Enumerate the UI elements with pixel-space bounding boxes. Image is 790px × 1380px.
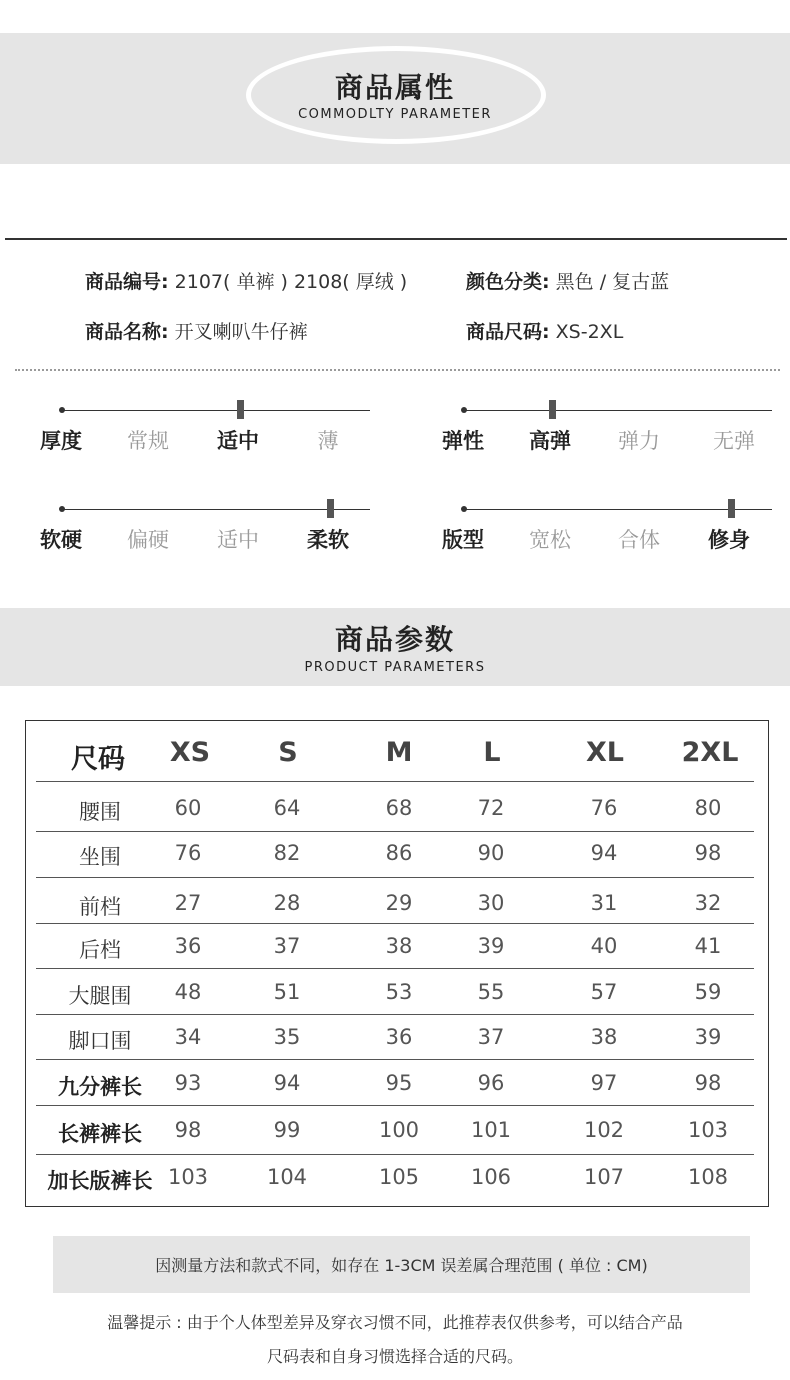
- attribute-option: 高弹: [529, 429, 571, 453]
- table-cell: 64: [273, 796, 301, 820]
- slider-track: [62, 509, 370, 510]
- divider-line: [5, 238, 787, 240]
- table-row-divider: [36, 781, 754, 782]
- attribute-option: 薄: [317, 429, 339, 453]
- table-cell: 95: [385, 1071, 413, 1095]
- size-header: L: [483, 737, 501, 768]
- table-cell: 35: [273, 1025, 301, 1049]
- table-row-divider: [36, 877, 754, 878]
- table-cell: 98: [174, 1118, 202, 1142]
- attribute-option: 偏硬: [127, 528, 169, 552]
- color-category-label: 颜色分类:: [466, 271, 550, 293]
- table-cell: 76: [590, 796, 618, 820]
- table-cell: 39: [694, 1025, 722, 1049]
- table-cell: 36: [385, 1025, 413, 1049]
- table-row-divider: [36, 831, 754, 832]
- table-cell: 93: [174, 1071, 202, 1095]
- slider-start-dot: [461, 506, 467, 512]
- attribute-name: 厚度: [40, 429, 82, 453]
- table-cell: 53: [385, 980, 413, 1004]
- table-row-label: 大腿围: [68, 984, 132, 1008]
- table-cell: 39: [477, 934, 505, 958]
- size-header-label: 尺码: [71, 744, 125, 775]
- table-cell: 51: [273, 980, 301, 1004]
- table-cell: 90: [477, 841, 505, 865]
- slider-knob: [327, 499, 334, 518]
- table-cell: 82: [273, 841, 301, 865]
- attribute-option: 适中: [217, 429, 259, 453]
- size-header: M: [385, 737, 413, 768]
- product-size-label: 商品尺码:: [466, 321, 550, 343]
- slider-track: [464, 410, 772, 411]
- table-cell: 99: [273, 1118, 301, 1142]
- table-cell: 38: [590, 1025, 618, 1049]
- table-cell: 86: [385, 841, 413, 865]
- product-size-value: XS-2XL: [555, 321, 624, 343]
- attribute-option: 修身: [708, 528, 750, 552]
- table-cell: 37: [477, 1025, 505, 1049]
- table-cell: 98: [694, 1071, 722, 1095]
- measurement-note: 因测量方法和款式不同，如存在 1-3CM 误差属合理范围 ( 单位 : CM): [155, 1256, 648, 1275]
- table-cell: 59: [694, 980, 722, 1004]
- table-cell: 80: [694, 796, 722, 820]
- table-row-divider: [36, 968, 754, 969]
- table-cell: 103: [687, 1118, 729, 1142]
- product-name: [85, 317, 308, 344]
- slider-knob: [549, 400, 556, 419]
- table-row-divider: [36, 1154, 754, 1155]
- section-subtitle: COMMODLTY PARAMETER: [298, 107, 492, 122]
- table-row-divider: [36, 1105, 754, 1106]
- table-row-label: 坐围: [79, 845, 121, 869]
- table-cell: 100: [378, 1118, 420, 1142]
- table-cell: 57: [590, 980, 618, 1004]
- product-code-label: 商品编号:: [85, 271, 169, 293]
- color-category-value: 黑色 / 复古蓝: [555, 271, 670, 293]
- table-cell: 96: [477, 1071, 505, 1095]
- table-cell: 103: [167, 1165, 209, 1189]
- table-cell: 108: [687, 1165, 729, 1189]
- table-row-label: 脚口围: [68, 1029, 132, 1053]
- table-cell: 34: [174, 1025, 202, 1049]
- slider-knob: [237, 400, 244, 419]
- table-row-divider: [36, 1059, 754, 1060]
- table-cell: 31: [590, 891, 618, 915]
- size-header: 2XL: [681, 737, 739, 768]
- table-cell: 104: [266, 1165, 308, 1189]
- table-row-label: 前档: [79, 895, 121, 919]
- attribute-name: 弹性: [442, 429, 484, 453]
- table-cell: 106: [470, 1165, 512, 1189]
- attribute-option: 常规: [127, 429, 169, 453]
- table-cell: 105: [378, 1165, 420, 1189]
- dotted-divider: [15, 369, 780, 371]
- table-cell: 41: [694, 934, 722, 958]
- table-cell: 30: [477, 891, 505, 915]
- tip-line-2: 尺码表和自身习惯选择合适的尺码。: [266, 1347, 523, 1366]
- table-cell: 32: [694, 891, 722, 915]
- slider-track: [464, 509, 772, 510]
- product-size: [466, 317, 623, 344]
- attribute-option: 弹力: [618, 429, 660, 453]
- table-cell: 72: [477, 796, 505, 820]
- table-cell: 36: [174, 934, 202, 958]
- table-row-label: 加长版裤长: [47, 1169, 153, 1193]
- table-cell: 40: [590, 934, 618, 958]
- table-cell: 98: [694, 841, 722, 865]
- product-name-label: 商品名称:: [85, 321, 169, 343]
- section-subtitle: PRODUCT PARAMETERS: [304, 660, 486, 675]
- table-cell: 60: [174, 796, 202, 820]
- table-cell: 102: [583, 1118, 625, 1142]
- table-row-label: 后档: [79, 938, 121, 962]
- attribute-option: 无弹: [713, 429, 755, 453]
- table-cell: 68: [385, 796, 413, 820]
- table-cell: 94: [590, 841, 618, 865]
- size-header: XS: [169, 737, 211, 768]
- table-row-divider: [36, 923, 754, 924]
- table-cell: 37: [273, 934, 301, 958]
- table-cell: 94: [273, 1071, 301, 1095]
- section-title: 商品参数: [334, 623, 455, 656]
- table-row-label: 长裤裤长: [58, 1122, 142, 1146]
- slider-start-dot: [59, 506, 65, 512]
- table-cell: 27: [174, 891, 202, 915]
- table-cell: 55: [477, 980, 505, 1004]
- product-code-value: 2107( 单裤 ) 2108( 厚绒 ): [174, 271, 408, 293]
- section-title: 商品属性: [334, 71, 455, 104]
- tip-line-1: 温馨提示 : 由于个人体型差异及穿衣习惯不同，此推荐表仅供参考，可以结合产品: [107, 1313, 683, 1332]
- attribute-option: 柔软: [307, 528, 349, 552]
- color-category: [466, 267, 669, 294]
- slider-start-dot: [59, 407, 65, 413]
- table-cell: 38: [385, 934, 413, 958]
- attribute-option: 宽松: [529, 528, 571, 552]
- table-cell: 48: [174, 980, 202, 1004]
- table-row-divider: [36, 1014, 754, 1015]
- table-row-label: 腰围: [79, 800, 121, 824]
- attribute-name: 版型: [442, 528, 484, 552]
- attribute-name: 软硬: [40, 528, 82, 552]
- table-cell: 76: [174, 841, 202, 865]
- table-cell: 97: [590, 1071, 618, 1095]
- size-header: S: [278, 737, 298, 768]
- table-cell: 107: [583, 1165, 625, 1189]
- product-name-value: 开叉喇叭牛仔裤: [174, 321, 308, 343]
- table-cell: 28: [273, 891, 301, 915]
- slider-knob: [728, 499, 735, 518]
- table-cell: 29: [385, 891, 413, 915]
- table-cell: 101: [470, 1118, 512, 1142]
- slider-track: [62, 410, 370, 411]
- attribute-option: 适中: [217, 528, 259, 552]
- slider-start-dot: [461, 407, 467, 413]
- size-header: XL: [585, 737, 625, 768]
- table-row-label: 九分裤长: [58, 1075, 142, 1099]
- product-code: [85, 267, 407, 294]
- attribute-option: 合体: [618, 528, 660, 552]
